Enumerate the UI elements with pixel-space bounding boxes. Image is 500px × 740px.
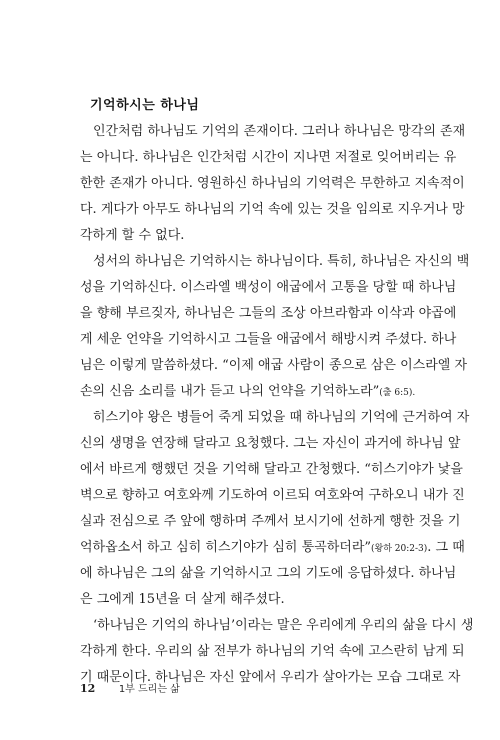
paragraph-4-line-1: ‘하나님은 기억의 하나님’이라는 말은 우리에게 우리의 삶을 다시 생 (93, 618, 474, 633)
paragraph-3-continuation: . 그 때 (427, 540, 465, 555)
paragraph-2-line-3: 을 향해 부르짖자, 하나님은 그들의 조상 아브라함과 이삭과 야곱에 (80, 306, 457, 321)
paragraph-2-line-6-text: 손의 신음 소리를 내가 듣고 나의 언약을 기억하노라” (80, 384, 380, 399)
paragraph-4-line-2: 각하게 한다. 우리의 삶 전부가 하나님의 기억 속에 고스란히 남게 되 (80, 644, 465, 659)
paragraph-3-line-8: 은 그에게 15년을 더 살게 해주셨다. (80, 592, 285, 607)
page-footer (80, 680, 180, 695)
paragraph-3-line-1: 히스기야 왕은 병들어 죽게 되었을 때 하나님의 기억에 근거하여 자 (93, 410, 470, 425)
paragraph-3-line-3: 에서 바르게 행했던 것을 기억해 달라고 간청했다. “히스기야가 낯을 (80, 462, 463, 477)
paragraph-2-citation: (출 6:5). (379, 388, 416, 398)
paragraph-2-line-5: 님은 이렇게 말씀하셨다. “이제 애굽 사람이 종으로 삼은 이스라엘 자 (80, 358, 468, 373)
paragraph-1-line-2: 는 아니다. 하나님은 인간처럼 시간이 지나면 저절로 잊어버리는 유 (80, 150, 457, 165)
paragraph-2-line-4: 게 세운 언약을 기억하시고 그들을 애굽에서 해방시켜 주셨다. 하나 (80, 332, 457, 347)
body-text (80, 119, 474, 691)
paragraph-4-line-3: 기 때문이다. 하나님은 자신 앞에서 우리가 살아가는 모습 그대로 자 (80, 670, 461, 685)
paragraph-1-line-5: 각하게 할 수 없다. (80, 228, 185, 243)
paragraph-3-line-2: 신의 생명을 연장해 달라고 요청했다. 그는 자신이 과거에 하나님 앞 (80, 436, 461, 451)
paragraph-3-line-6 (80, 535, 465, 561)
paragraph-2-line-2: 성을 기억하신다. 이스라엘 백성이 애굽에서 고통을 당할 때 하나님 (80, 280, 457, 295)
page-number: 12 (80, 682, 96, 695)
paragraph-1-line-4: 다. 게다가 아무도 하나님의 기억 속에 있는 것을 임의로 지우거나 망 (80, 202, 465, 217)
paragraph-3-line-5: 실과 전심으로 주 앞에 행하며 주께서 보시기에 선하게 행한 것을 기 (80, 514, 461, 529)
paragraph-1-line-3: 한한 존재가 아니다. 영원하신 하나님의 기억력은 무한하고 지속적이 (80, 176, 465, 191)
paragraph-2-line-1: 성서의 하나님은 기억하시는 하나님이다. 특히, 하나님은 자신의 백 (93, 254, 470, 269)
section-heading: 기억하시는 하나님 (90, 98, 200, 113)
paragraph-1-line-1: 인간처럼 하나님도 기억의 존재이다. 그러나 하나님은 망각의 존재 (93, 124, 466, 139)
running-title: 1부 드리는 삶 (118, 684, 180, 695)
paragraph-3-line-6-text: 억하옵소서 하고 심히 히스기야가 심히 통곡하더라” (80, 540, 372, 555)
paragraph-3-line-4: 벽으로 향하고 여호와께 기도하여 이르되 여호와여 구하오니 내가 진 (80, 488, 465, 503)
paragraph-2-line-6 (80, 379, 425, 405)
paragraph-3-line-7: 에 하나님은 그의 삶을 기억하시고 그의 기도에 응답하셨다. 하나님 (80, 566, 457, 581)
paragraph-3-citation: (왕하 20:2-3) (371, 544, 428, 554)
